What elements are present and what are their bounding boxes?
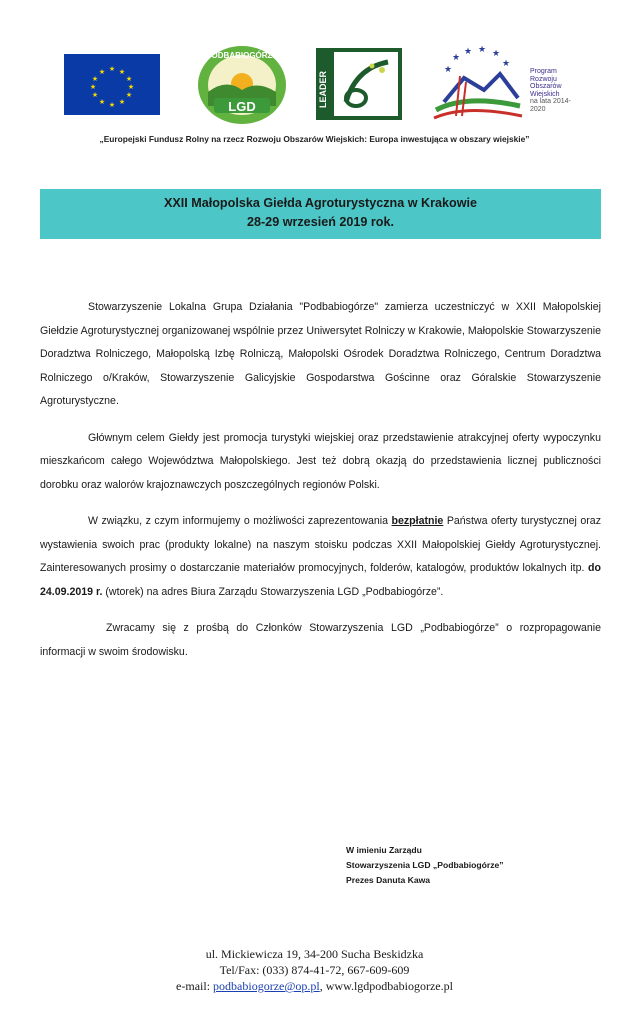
letter-body — [40, 296, 601, 677]
svg-text:★: ★ — [463, 47, 473, 57]
svg-text:★: ★ — [98, 68, 106, 76]
signature-line: Stowarzyszenia LGD „Podbabiogórze” — [346, 860, 504, 870]
offer-text: W związku, z czym informujemy o możliwości zaprezentowania — [88, 515, 392, 527]
leader-vertical-text: LEADER — [318, 70, 328, 108]
website-text: www.lgdpodbabiogorze.pl — [325, 979, 453, 993]
separator: , — [319, 979, 326, 993]
footer-contact — [0, 946, 629, 994]
eu-flag-icon — [64, 54, 160, 115]
banner-title: XXII Małopolska Giełda Agroturystyczna w Krakowie — [163, 196, 478, 210]
offer-text: Państwa oferty turystycznej oraz wystawienia swoich prac (produkty lokalne) na naszym stoisku podczas XXII Małopolskiej Giełdy Agroturystycznej. Zainteresowanych prosimy o dostarczanie materiałów promocyjnych, folderów, katalogów, produktów lokalnych itp. — [40, 515, 601, 574]
svg-text:★: ★ — [91, 75, 99, 83]
svg-text:★: ★ — [91, 91, 99, 99]
prow-line: Rozwoju — [530, 75, 557, 83]
prow-text — [530, 68, 576, 113]
svg-text:★: ★ — [501, 59, 511, 69]
signature-name: Prezes Danuta Kawa — [346, 875, 431, 885]
svg-text:★: ★ — [451, 53, 461, 63]
banner-date: 28-29 wrzesień 2019 rok. — [246, 215, 395, 229]
signature-block — [346, 843, 504, 888]
logo-strip — [0, 40, 629, 120]
event-banner — [40, 189, 601, 239]
free-emphasis: bezpłatnie — [391, 515, 444, 527]
prow-line: Program — [530, 68, 557, 75]
svg-text:★: ★ — [127, 83, 135, 91]
prow-line: Obszarów — [530, 83, 562, 90]
email-link[interactable]: podbabiogorze@op.pl — [213, 979, 320, 993]
svg-text:★: ★ — [125, 75, 133, 83]
svg-text:★: ★ — [118, 98, 126, 106]
footer-email-line — [0, 978, 629, 994]
paragraph-goal: Głównym celem Giełdy jest promocja turystyki wiejskiej oraz przedstawienie atrakcyjnej oferty wypoczynku mieszkańcom całego Województwa Małopolskiego. Jest też dobrą okazją do przedstawienia licznej publiczności dorobku oraz walorów krajoznawczych poszczególnych regionów Polski. — [40, 431, 601, 491]
prow-line: Wiejskich — [530, 90, 560, 98]
svg-text:★: ★ — [108, 101, 116, 109]
paragraph-intro: Stowarzyszenie Lokalna Grupa Działania "Podbabiogórze" zamierza uczestniczyć w XXII Małopolskiej Giełdzie Agroturystycznej organizowanej wspólnie przez Uniwersytet Rolniczy w Krakowie, Małopolskie Stowarzyszenie Doradztwa Rolniczego, Małopolską Izbę Rolniczą, Małopolski Ośrodek Doradztwa Rolniczego, Centrum Doradztwa Rolniczego o/Kraków, Stowarzyszenie Galicyjskie Gospodarstwa Gościnne oraz Góralskie Stowarzyszenie Agroturystyczne. — [40, 301, 601, 407]
lgd-text: LGD — [228, 99, 256, 114]
svg-text:★: ★ — [491, 49, 501, 59]
svg-text:★: ★ — [118, 68, 126, 76]
eu-fund-caption: „Europejski Fundusz Rolny na rzecz Rozwoju Obszarów Wiejskich: Europa inwestująca w obszary wiejskie” — [99, 134, 530, 144]
prow-sub: na lata 2014-2020 — [530, 98, 571, 113]
lgd-logo-icon — [196, 44, 288, 126]
prow-logo-icon — [426, 46, 576, 122]
email-label: e-mail: — [176, 979, 214, 993]
paragraph-offer — [40, 510, 601, 604]
svg-text:★: ★ — [125, 91, 133, 99]
signature-line: W imieniu Zarządu — [346, 845, 422, 855]
paragraph-request: Zwracamy się z prośbą do Członków Stowarzyszenia LGD „Podbabiogórze” o rozpropagowanie informacji w swoim środowisku. — [40, 622, 601, 658]
svg-text:★: ★ — [443, 65, 453, 75]
leader-logo-icon — [316, 48, 402, 120]
svg-text:★: ★ — [98, 98, 106, 106]
svg-text:★: ★ — [108, 65, 116, 73]
svg-text:★: ★ — [477, 46, 487, 55]
lgd-arc-text: PODBABIOGÓRZE — [206, 51, 278, 60]
offer-text: (wtorek) na adres Biura Zarządu Stowarzyszenia LGD „Podbabiogórze”. — [102, 585, 444, 598]
footer-address: ul. Mickiewicza 19, 34-200 Sucha Beskidzka — [205, 947, 424, 961]
footer-phone: Tel/Fax: (033) 874-41-72, 667-609-609 — [219, 963, 410, 977]
svg-text:★: ★ — [89, 83, 97, 91]
deadline-date: do 24.09.2019 r. — [40, 562, 601, 598]
